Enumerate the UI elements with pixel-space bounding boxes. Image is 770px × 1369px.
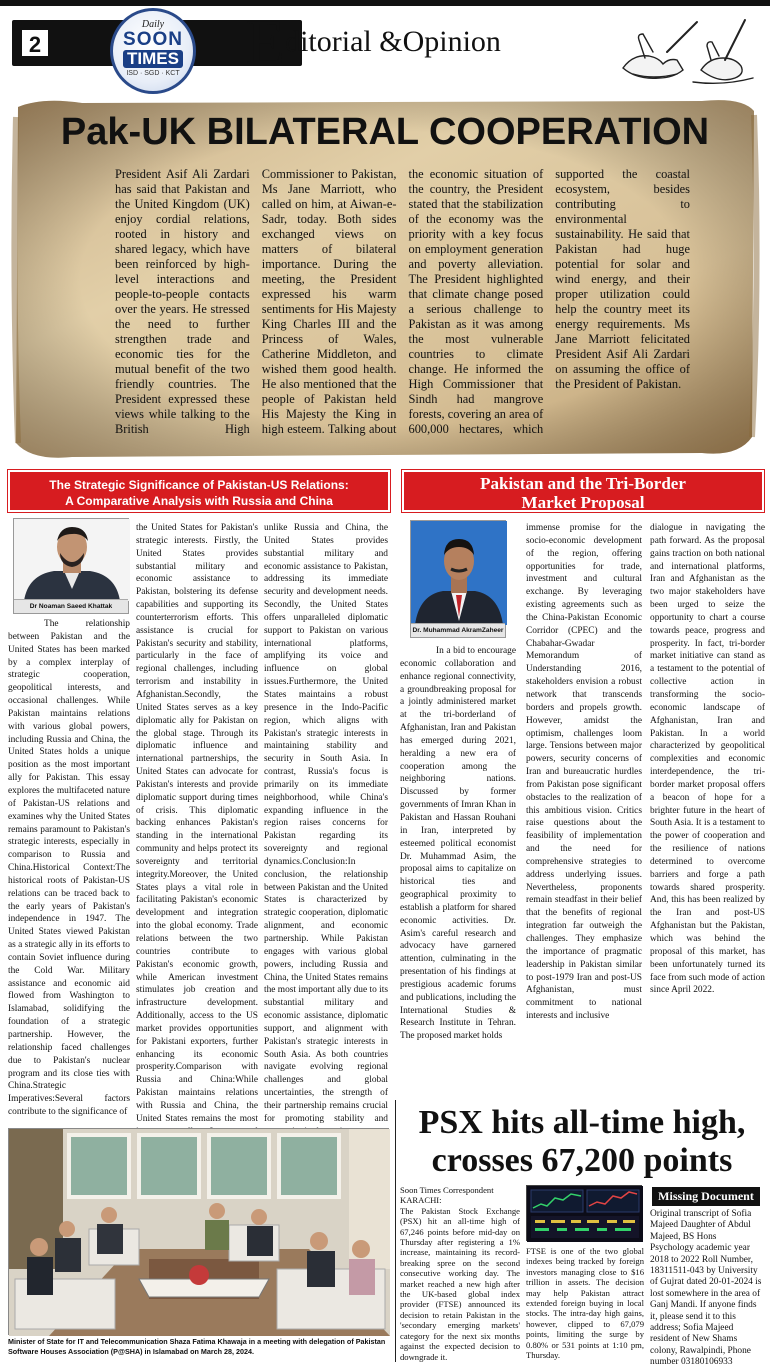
author-name-zaheer: Dr. Muhammad AkramZaheer	[411, 623, 505, 637]
missing-document-notice	[648, 1187, 762, 1368]
stock-board-illustration	[527, 1186, 643, 1242]
section-title-initial: E	[246, 6, 286, 77]
logo-cities: ISD · SGD · KCT	[126, 70, 180, 77]
column-divider	[395, 1100, 396, 1362]
article-us-col2-text: the United States for Pakistan's strategic interests. Firstly, the United States provides substantial military and economic assistance to Pakistan, bolstering its defense capabilities and supporting its counterterrorism efforts. This assistance is crucial for Pakistan's security and stability, particularly in the face of regional challenges, including terrorism and instability in Afghanistan.Secondly, the United States serves as a key diplomatic ally for Pakistan on the global stage. Through its diplomatic influence and international partnerships, the United States can advocate for Pakistan's interests and provide diplomatic support during times of crisis. This diplomatic backing enhances Pakistan's standing in the international community and helps protect its sovereignty and territorial integrity.Moreover, the United States plays a vital role in facilitating Pakistan's economic development and integration into the global economy. Trade relations between the two countries contribute to Pakistan's economic growth, while American investment stimulates job creation and infrastructure development. Additionally, access to the US market provides opportunities for Pakistani exporters, further enhancing its economic prosperity.Comparison with Russia and China:While Pakistan maintains relations with Russia and China, the United States remains the most	[136, 523, 258, 1124]
author-photo-zaheer	[410, 520, 506, 638]
psx-headline-line2: crosses 67,200 points	[431, 1142, 733, 1179]
psx-headline[interactable]	[398, 1104, 766, 1180]
psx-col2	[526, 1246, 644, 1361]
missing-document-text: Original transcript of Sofia Majeed Daughter of Abdul Majeed, BS Hons Psychology academic year 2018 to 2022 Roll Number, 18311511-043 by University of Gujrat dated 20-01-2024 is lost somewhere in the area of Ganj Mandi. If anyone finds it, please send it to this address; Sofia Majeed resident of New Shams colony, Rawalpindi, Phone number 03180106933	[650, 1209, 762, 1368]
article-us-col3-text: unlike Russia and China, the United States provides substantial military and economic assistance to Pakistan, addressing its immediate security and development needs. Secondly, the United States offers unparalleled diplomatic support to Pakistan on various international platforms, amplifying its voice and influence on global issues.Furthermore, the United States maintains a robust presence in the Indo-Pacific region, which aligns with Pakistan's strategic interests in maintaining stability and security in South Asia. In contrast, Russia's focus is primarily on its immediate neighborhood, while China's expanding influence in the region raises concerns for Pakistan regarding its sovereignty and regional dynamics.Conclusion:In conclusion, the relationship between Pakistan and the United States is characterized by strategic cooperation, diplomatic alignment, and economic partnership. While Pakistan engages with various global powers, including Russia and China, the United States remains the most important ally due to its substantial military and economic assistance, diplomatic support, and alignment with Pakistan's strategic interests in South Asia. As both countries navigate evolving regional challenges and global uncertainties, the strength of their partnership remains crucial for promoting stability and	[264, 523, 388, 1124]
psx-headline-line1: PSX hits all-time high,	[418, 1104, 746, 1141]
page-number: 2	[20, 28, 50, 58]
editorial-body: President Asif Ali Zardari has said that Pakistan and the United Kingdom (UK) enjoy cordial relations, rooted in history and shared legacy, which have been reinforced by high-level interactions and people-to-people contacts over the years. He stressed the need to further strengthen trade and economic ties for the mutual benefit of the two friendly countries. The President expressed these views while talking to the British High Commissioner to Pakistan, Ms Jane Marriott, who called on him, at Aiwan-e-Sadr, today. Both sides exchanged views on matters of bilateral importance. During the meeting, the President expressed his warm sentiments for His Majesty King Charles III and the Princess of Wales, Catherine Middleton, and wished them good health. He also mentioned that the people of Pakistan held His Majesty the King in high esteem. Talking about the economic situation of the country, the President stated that the stabilization of the economy was the priority with a key focus on employment generation and poverty alleviation. The President highlighted that climate change posed a serious challenge to Pakistan as it was among the most vulnerable countries to climate change. He informed the High Commissioner that Sindh had mangrove forests, covering an area of 600,000 hectares, which supported the coastal ecosystem, besides contributing to environmental sustainability. He said that Pakistan had huge potential for solar and wind energy, and their proper utilization could help the country meet its energy requirements. Ms Jane Marriott felicitated President Asif Ali Zardari on assuming the office of the President of Pakistan.	[115, 167, 690, 436]
logo-soon: SOON	[123, 29, 183, 50]
author-portrait	[14, 519, 130, 601]
article-us-col3	[264, 522, 388, 1122]
section-title-tail: Opinion	[402, 25, 501, 58]
article-tri-headline-line2: Market Proposal	[521, 493, 645, 512]
logo-times: TIMES	[123, 50, 183, 68]
author-name-khattak: Dr Noaman Saeed Khattak	[14, 599, 128, 613]
writing-hands-icon	[615, 12, 760, 86]
section-title	[246, 6, 501, 77]
article-tri-col3-text: dialogue in navigating the path forward. As the proposal gains traction on both national and international platforms, Iran and Afghanistan as the two major stakeholders have been urged to seize the opportunity to chart a course towards peace, progress and prosperity. In fact, tri-border market initiative can stand as a testament to the potential of collective action in transforming the socio-economic landscape of Afghanistan, Iran and Pakistan. In a world characterized by geopolitical complexities and economic interdependence, the tri-border market proposal offers a beacon of hope for a brighter future in the heart of South Asia. It is a testament to the power of cooperation and the resilience of nations determined to overcome barriers and forge a path towards shared prosperity. And, this has been realized by the Iran and post-US Afghanistan but the Pakistan, which was behind the proposal of this market, has been unfortunately turned its face from such mode of action since April 2022.	[650, 523, 765, 996]
article-tri-col2-text: immense promise for the socio-economic development of the region, offering opportunities for trade, investment and cultural exchange. By leveraging existing agreements such as the China-Pakistan Economic Corridor (CPEC) and the Chabahar-Gwadar Memorandum of Understanding 2016, stakeholders envision a robust network that transcends borders and propels growth. However, amidst the optimism, challenges loom large. Tensions between major powers, security concerns of Iran and bureaucratic hurdles from Pakistan pose significant obstacles to the realization of this ambitious vision. Critics raise questions about the feasibility of implementation and the need for comprehensive strategies to address underlying issues. Nevertheless, proponents remain steadfast in their belief that the benefits of regional integration far outweigh the challenges. They emphasize the importance of pragmatic leadership in Pakistan similar to post-1979 Iran and post-US Afghanistan, must commitment to national interests and inclusive	[526, 523, 642, 1022]
top-rule	[0, 0, 770, 6]
section-title-rest: ditorial	[285, 25, 372, 58]
article-tri-headline[interactable]	[402, 470, 764, 512]
missing-document-title: Missing Document	[652, 1187, 760, 1206]
meeting-room-illustration	[9, 1129, 390, 1336]
article-us-headline-line1: The Strategic Significance of Pakistan-US Relations:	[49, 478, 349, 492]
author-photo-khattak	[13, 518, 129, 614]
section-title-amp: &	[379, 25, 403, 58]
editorial-scroll	[12, 97, 758, 461]
psx-byline: Soon Times Correspondent	[400, 1185, 494, 1195]
article-tri-col1-text: In a bid to encourage economic collaboration and enhance regional connectivity, a groundbreaking proposal for a jointly administered market at the tri-borderland of Afghanistan, Iran and Pakistan has emerged during 2021, heralding a new era of cooperation among the neighboring nations. Discussed by former governments of Imran Khan in Pakistan and Hassan Rouhani in Iran, interpreted by esteemed political economist Dr. Muhammad Asim, the proposal aims to capitalize on historical ties and geographical proximity to establish a platform for shared economic activities. Dr. Asim's careful research and advocacy have garnered attention, culminating in the presentation of his findings at prestigious academic forums and publications, including the International Studies & Research Institute in Tehran. The proposed market holds	[400, 646, 516, 1042]
author-portrait-zaheer	[411, 521, 507, 625]
psx-col2-text: FTSE is one of the two global indexes being tracked by foreign investors managing close to $16 trillion in assets. The decision may help Pakistan attract extended foreign buying in local stocks. The intra-day high gains, however, clipped to 67,079 points, limiting the surge by 0.80% or 531 points at 1:10 pm, Thursday.	[526, 1246, 644, 1361]
article-tri-col1	[400, 645, 516, 1065]
article-us-headline[interactable]	[8, 470, 390, 512]
psx-col1-text: The Pakistan Stock Exchange (PSX) hit an all-time high of 67,246 points before mid-day on Thursday after registering a 1% increase, maintaining its record-breaking spree on the second consecutive working day. The market reached a new high after the UK-based global index provider (FTSE) announced its decision to retain Pakistan in the 'secondary emerging markets' category for the next six months against the expected decision to downgrade it.	[400, 1205, 520, 1362]
article-us-col2	[136, 522, 258, 1122]
stock-board-photo	[526, 1185, 642, 1241]
article-tri-col3	[650, 522, 765, 1092]
article-us-headline-line2: A Comparative Analysis with Russia and China	[65, 494, 333, 508]
logo-daily: Daily	[141, 19, 165, 30]
meeting-photo	[8, 1128, 389, 1335]
article-tri-col2	[526, 522, 642, 1092]
article-tri-headline-line1: Pakistan and the Tri-Border	[480, 474, 686, 493]
editorial-headline: Pak-UK BILATERAL COOPERATION	[60, 111, 710, 153]
soon-times-logo[interactable]	[110, 8, 196, 94]
article-us-col1	[8, 618, 130, 1118]
psx-col1	[400, 1185, 520, 1361]
article-us-col1-text: The relationship between Pakistan and the United States has been marked by a complex interplay of strategic cooperation, geopolitical interests, and occasional challenges. While Pakistan maintains relations with various global powers, including Russia and China, the United States holds a unique position as the most important ally for Pakistan. This essay explores the multifaceted nature of Pakistan-US relations and examines why the United States remains paramount to Pakistan's strategic interests, especially in comparison to Russia and China.Historical Context:The historical roots of Pakistan-US relations can be traced back to the early years of Pakistan's independence in 1947. The United States viewed Pakistan as a strategic ally in its efforts to contain Soviet influence during the Cold War. Military assistance and economic aid flowed from Washington to Islamabad, solidifying the foundation of a strategic partnership. However, the relationship faced challenges due to Pakistan's nuclear program and its close ties with China.Strategic Imperatives:Several factors contribute to the significance of	[8, 619, 130, 1118]
meeting-photo-caption: Minister of State for IT and Telecommunication Shaza Fatima Khawaja in a meeting with delegation of Pakistan Software Houses Association (P@SHA) in Islamabad on March 28, 2024.	[8, 1337, 386, 1356]
psx-dateline: KARACHI:	[400, 1195, 442, 1206]
